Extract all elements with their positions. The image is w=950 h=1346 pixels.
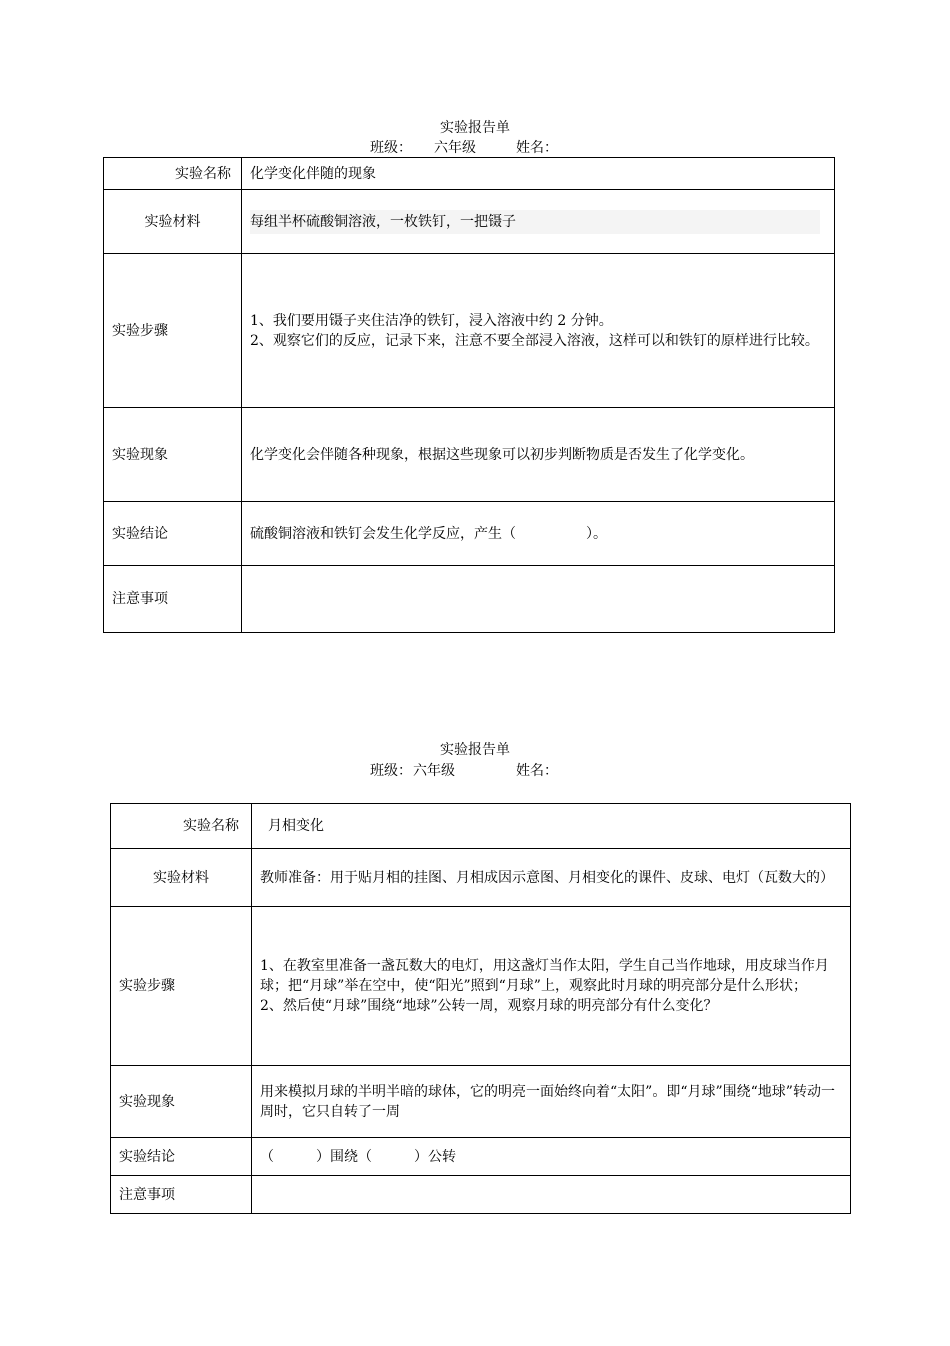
report1-row-notes [104,566,835,633]
report1-steps-label: 实验步骤 [104,254,242,408]
report1-materials-value: 每组半杯硫酸铜溶液，一枚铁钉，一把镊子 [250,210,820,234]
report1-conclusion-label: 实验结论 [104,502,242,566]
report1-steps-cell [242,254,835,408]
report1-notes-value [242,566,835,633]
report2-row-steps [111,907,851,1066]
report1-materials-cell [242,190,835,254]
report1-title: 实验报告单 [440,120,510,136]
report2-table [110,803,851,1214]
report1-row-conclusion [104,502,835,566]
report2-steps-label: 实验步骤 [111,907,252,1066]
report2-phenomenon-label: 实验现象 [111,1066,252,1138]
report1-name-value: 化学变化伴随的现象 [242,158,835,190]
report2-phenomenon-value: 用来模拟月球的半明半暗的球体，它的明亮一面始终向着“太阳”。即“月球”围绕“地球”转动一周时，它只自转了一周 [252,1066,851,1138]
report1-name-label-cell: 实验名称 [104,158,242,190]
report1-notes-label: 注意事项 [104,566,242,633]
report2-class-label: 班级： [370,763,412,779]
report2-conclusion-label: 实验结论 [111,1138,252,1176]
report2-step-2: 2、然后使“月球”围绕“地球”公转一周，观察月球的明亮部分有什么变化？ [260,998,718,1014]
report1-conclusion-value: 硫酸铜溶液和铁钉会发生化学反应，产生（ ）。 [242,502,835,566]
report1-name-label: 姓名： [516,140,558,156]
report2-row-phenomenon [111,1066,851,1138]
report1-row-steps [104,254,835,408]
report2-notes-value [252,1176,851,1214]
report1-materials-label: 实验材料 [104,190,242,254]
report2-row-name [111,804,851,849]
report2-name-label: 姓名： [516,763,558,779]
report2-materials-value: 教师准备：用于贴月相的挂图、月相成因示意图、月相变化的课件、皮球、电灯（瓦数大的） [252,849,851,907]
report2-row-notes [111,1176,851,1214]
report1-phenomenon-label: 实验现象 [104,408,242,502]
report2-row-conclusion [111,1138,851,1176]
report1-row-materials [104,190,835,254]
report2-class-value: 六年级 [413,763,455,779]
report2-name-label-cell: 实验名称 [111,804,252,849]
report1-step-1: 1、我们要用镊子夹住洁净的铁钉，浸入溶液中约 2 分钟。 [250,312,613,329]
report2-conclusion-value: （ ）围绕（ ）公转 [252,1138,851,1176]
report1-phenomenon-value: 化学变化会伴随各种现象，根据这些现象可以初步判断物质是否发生了化学变化。 [242,408,835,502]
report1-step-2: 2、观察它们的反应，记录下来，注意不要全部浸入溶液，这样可以和铁钉的原样进行比较。 [250,332,819,349]
report1-row-name [104,158,835,190]
report1-class-label: 班级： [370,140,412,156]
report2-title: 实验报告单 [440,742,510,758]
report2-row-materials [111,849,851,907]
report2-step-1: 1、在教室里准备一盏瓦数大的电灯，用这盏灯当作太阳，学生自己当作地球，用皮球当作月球；把“月球”举在空中，使“阳光”照到“月球”上，观察此时月球的明亮部分是什么形状； [260,958,829,994]
report2-steps-cell [252,907,851,1066]
report1-class-value: 六年级 [434,140,476,156]
report2-name-value: 月相变化 [252,804,851,849]
report2-notes-label: 注意事项 [111,1176,252,1214]
report1-table [103,157,835,633]
report2-materials-label: 实验材料 [111,849,252,907]
report1-row-phenomenon [104,408,835,502]
